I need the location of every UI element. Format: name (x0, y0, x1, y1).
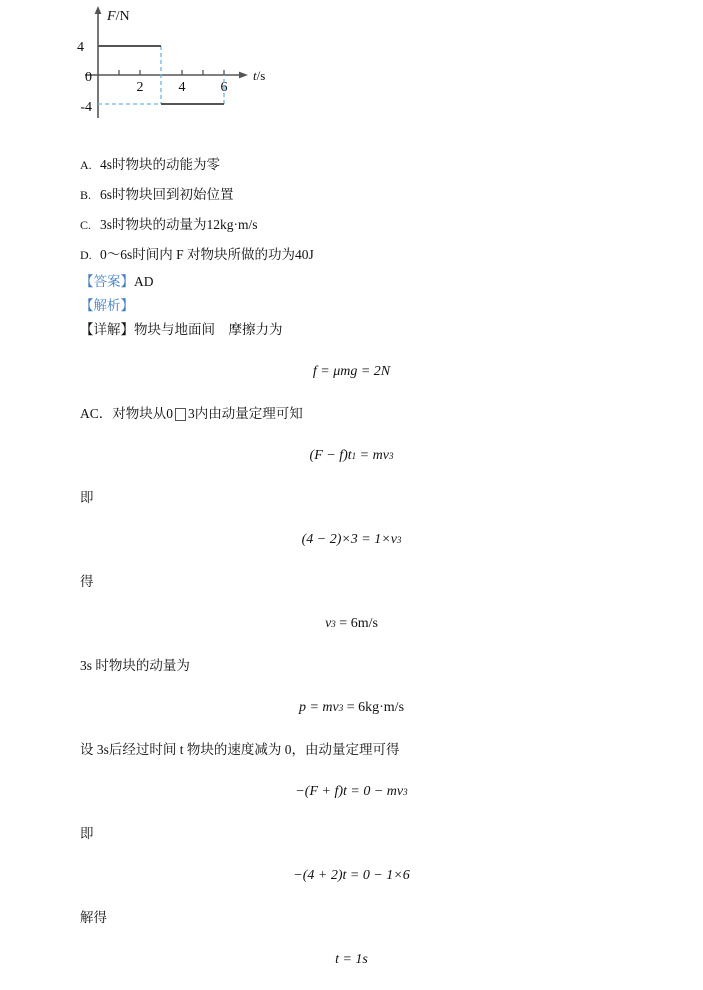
option-d-text: 0～6s时间内 F 对物块所做的功为40J (100, 247, 314, 263)
equation-impulse-general-pre: (F − f)t (309, 448, 352, 463)
equation-decel-numeric-text: −(4 + 2)t = 0 − 1×6 (293, 868, 410, 883)
ac-paragraph (0, 402, 703, 426)
equation-v3 (0, 594, 703, 654)
missing-glyph-box (175, 408, 186, 421)
equation-v3-pre: v (325, 616, 332, 631)
document-body (0, 150, 703, 990)
equation-friction (0, 342, 703, 402)
equation-impulse-general-post-sub: 3 (388, 451, 394, 461)
option-c-text: 3s时物块的动量为12kg·m/s (100, 217, 258, 233)
equation-decel-numeric (0, 846, 703, 906)
equation-momentum (0, 678, 703, 738)
assume-line-text: 设 3s后经过时间 t 物块的速度减为 0，由动量定理可得 (80, 742, 400, 758)
equation-decel-general-pre: −(F + f)t = 0 − mv (295, 784, 404, 799)
momentum-intro-text: 3s 时物块的动量为 (80, 658, 190, 674)
option-b (0, 180, 703, 210)
y-axis-arrow (95, 6, 102, 14)
answer-label: 【答案】 (80, 274, 134, 290)
detail-text: 物块与地面间 摩擦力为 (134, 322, 283, 338)
equation-friction-text: f = μmg = 2N (312, 364, 391, 379)
ji-line-2 (0, 822, 703, 846)
x-axis-arrow (239, 72, 248, 79)
jiede-line-text: 解得 (80, 910, 107, 926)
option-b-letter: B. (80, 188, 92, 202)
equation-impulse-general (0, 426, 703, 486)
equation-momentum-sub: 3 (338, 703, 344, 713)
x-tick-label-4: 4 (178, 80, 186, 95)
equation-impulse-numeric-pre: (4 − 2)×3 = 1×v (301, 532, 397, 547)
ac-paragraph-post: 3内由动量定理可知 (188, 406, 303, 422)
option-b-text: 6s时物块回到初始位置 (100, 187, 234, 203)
equation-v3-post: = 6m/s (335, 616, 378, 631)
ji-line-2-text: 即 (80, 826, 94, 842)
y-tick-label-0: 0 (85, 70, 92, 85)
force-time-graph (0, 0, 703, 150)
y-tick-label-neg4: -4 (80, 100, 92, 115)
y-tick-label-4: 4 (77, 40, 84, 55)
option-a (0, 150, 703, 180)
answer-row (0, 270, 703, 294)
momentum-intro (0, 654, 703, 678)
analysis-row (0, 294, 703, 318)
equation-v3-sub: 3 (331, 619, 336, 629)
option-c (0, 210, 703, 240)
answer-value: AD (134, 274, 154, 290)
ac-paragraph-pre: AC．对物块从0 (80, 406, 174, 422)
option-d (0, 240, 703, 270)
x-tick-label-6: 6 (220, 80, 228, 95)
detail-row (0, 318, 703, 342)
de-line-text: 得 (80, 574, 94, 590)
equation-decel-general (0, 762, 703, 822)
option-a-letter: A. (80, 158, 92, 172)
option-d-letter: D. (80, 248, 92, 262)
x-axis-label: t/s (253, 68, 266, 83)
option-c-letter: C. (80, 218, 92, 232)
equation-t-result-text: t = 1s (335, 952, 368, 967)
jiede-line (0, 906, 703, 930)
equation-momentum-post: = 6kg·m/s (343, 700, 405, 715)
y-axis-label: F/N (107, 9, 130, 24)
equation-momentum-pre: p = mv (298, 700, 339, 715)
equation-impulse-general-post: = mv (356, 448, 389, 463)
x-tick-label-2: 2 (136, 80, 144, 95)
option-a-text: 4s时物块的动能为零 (100, 157, 221, 173)
equation-impulse-numeric-sub: 3 (396, 535, 402, 545)
equation-impulse-general-sub: 1 (351, 451, 357, 461)
ji-line-1-text: 即 (80, 490, 94, 506)
detail-label: 【详解】 (80, 322, 134, 338)
equation-t-result (0, 930, 703, 990)
analysis-label: 【解析】 (80, 298, 134, 314)
equation-impulse-numeric (0, 510, 703, 570)
equation-decel-general-sub: 3 (403, 787, 408, 797)
de-line (0, 570, 703, 594)
ji-line-1 (0, 486, 703, 510)
assume-line (0, 738, 703, 762)
